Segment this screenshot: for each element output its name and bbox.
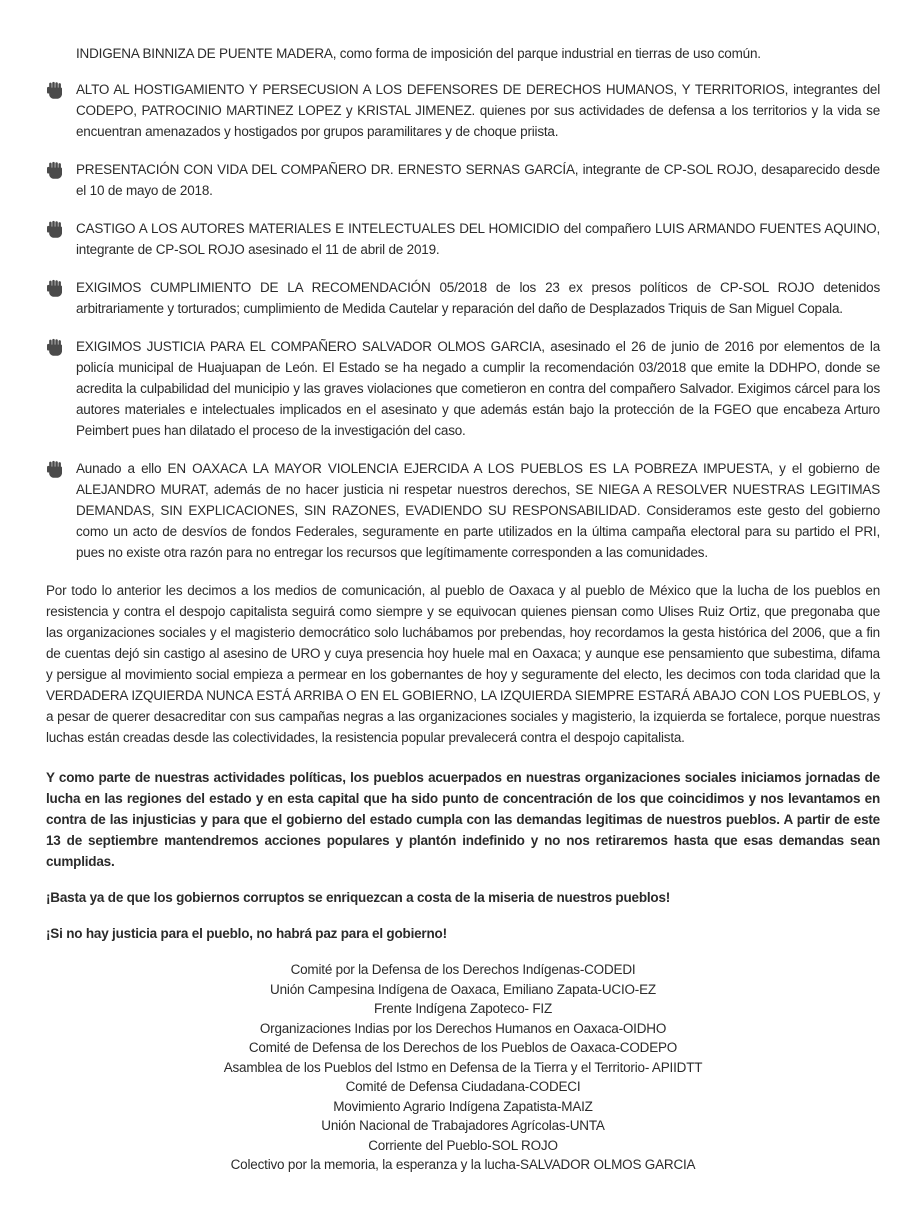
demand-text: CASTIGO A LOS AUTORES MATERIALES E INTELECTUALES DEL HOMICIDIO del compañero LUIS ARMANDO FUENTES AQUINO, integrante de CP-SOL ROJO asesinado el 11 de abril de 2019.	[76, 221, 880, 257]
slogan-justicia: ¡Si no hay justicia para el pueblo, no habrá paz para el gobierno!	[46, 926, 447, 941]
signatories-list	[46, 960, 880, 1175]
raised-fist-icon	[47, 220, 62, 239]
signatory-item: Movimiento Agrario Indígena Zapatista-MAIZ	[333, 1098, 593, 1114]
demand-item	[46, 218, 880, 260]
signatory-item: Unión Nacional de Trabajadores Agrícolas-UNTA	[321, 1118, 605, 1133]
raised-fist-icon	[47, 161, 62, 180]
slogan-basta: ¡Basta ya de que los gobiernos corruptos se enriquezcan a costa de la miseria de nuestros pueblos!	[46, 890, 671, 905]
signatory-item: Organizaciones Indias por los Derechos Humanos en Oaxaca-OIDHO	[259, 1020, 667, 1036]
demand-text: EXIGIMOS JUSTICIA PARA EL COMPAÑERO SALVADOR OLMOS GARCIA, asesinado el 26 de junio de 2016 por elementos de la policía municipal de Huajuapan de León. El Estado se ha negado a cumplir la recomendación 03/2018 que emite la DDHPO, donde se acredita la culpabilidad del municipio y las graves violaciones que cometieron en contra del compañero Salvador. Exigimos cárcel para los autores materiales e intelectuales implicados en el asesinato y que además están bajo la protección de la FGEO que encabeza Arturo Peimbert pues han dilatado el proceso de la investigación del caso.	[76, 339, 880, 438]
raised-fist-icon	[47, 81, 62, 100]
demand-text: ALTO AL HOSTIGAMIENTO Y PERSECUSION A LOS DEFENSORES DE DERECHOS HUMANOS, Y TERRITORIOS, integrantes del CODEPO, PATROCINIO MARTINEZ LOPEZ y KRISTAL JIMENEZ. quienes por sus actividades de defensa a los territorios y la vida se encuentran amenazados y hostigados por grupos paramilitares y de choque priista.	[76, 82, 880, 139]
raised-fist-icon	[47, 279, 62, 298]
demand-text: Aunado a ello EN OAXACA LA MAYOR VIOLENCIA EJERCIDA A LOS PUEBLOS ES LA POBREZA IMPUESTA, y el gobierno de ALEJANDRO MURAT, además de no hacer justicia ni respetar nuestros derechos, SE NIEGA A RESOLVER NUESTRAS LEGITIMAS DEMANDAS, SIN EXPLICACIONES, SIN RAZONES, EVADIENDO SU RESPONSABILIDAD. Consideramos este gesto del gobierno como un acto de desvíos de fondos Federales, seguramente en parte utilizados en la última campaña electoral para su partido el PRI, pues no existe otra razón para no entregar los recursos que legítimamente corresponden a las comunidades.	[76, 461, 880, 560]
closing-paragraph: Por todo lo anterior les decimos a los medios de comunicación, al pueblo de Oaxaca y al pueblo de México que la lucha de los pueblos en resistencia y contra el despojo capitalista seguirá como siempre y se equivocan quienes piensan como Ulises Ruiz Ortiz, que pregonaba que las organizaciones sociales y el magisterio democrático solo luchábamos por prebendas, hoy recordamos la gesta histórica del 2006, que a fin de cuentas dejó sin castigo al asesino de URO y cuya presencia hoy huele mal en Oaxaca; y aunque ese pensamiento que subestima, difama y persigue al movimiento social empieza a permear en los gobernantes de hoy y seguramente del electo, les decimos con toda claridad que la VERDADERA IZQUIERDA NUNCA ESTÁ ARRIBA O EN EL GOBIERNO, LA IZQUIERDA SIEMPRE ESTARÁ ABAJO CON LOS PUEBLOS, y a pesar de querer desacreditar con sus campañas negras a las organizaciones sociales y magisterio, la izquierda se fortalece, porque nuestras luchas están creadas desde las colectividades, la resistencia popular prevalecerá contra el despojo capitalista.	[46, 583, 880, 745]
demand-text: PRESENTACIÓN CON VIDA DEL COMPAÑERO DR. ERNESTO SERNAS GARCÍA, integrante de CP-SOL ROJO, desaparecido desde el 10 de mayo de 2018.	[76, 162, 880, 198]
demand-item	[46, 159, 880, 201]
demand-item	[46, 458, 880, 563]
signatory-item: Colectivo por la memoria, la esperanza y la lucha-SALVADOR OLMOS GARCIA	[230, 1157, 696, 1172]
demand-item	[46, 336, 880, 441]
actions-paragraph: Y como parte de nuestras actividades políticas, los pueblos acuerpados en nuestras organizaciones sociales iniciamos jornadas de lucha en las regiones del estado y en esta capital que ha sido punto de concentración de los que coincidimos y nos levantamos en contra de las injusticias y para que el gobierno del estado cumpla con las demandas legitimas de nuestros pueblos. A partir de este 13 de septiembre mantendremos acciones populares y plantón indefinido y no nos retiraremos hasta que esas demandas sean cumplidas.	[46, 770, 880, 869]
signatory-item: Comité de Defensa Ciudadana-CODECI	[345, 1079, 581, 1094]
signatory-item: Corriente del Pueblo-SOL ROJO	[368, 1137, 558, 1153]
signatory-item: Asamblea de los Pueblos del Istmo en Defensa de la Tierra y el Territorio- APIIDTT	[223, 1059, 703, 1075]
signatory-item: Comité de Defensa de los Derechos de los Pueblos de Oaxaca-CODEPO	[248, 1040, 678, 1055]
raised-fist-icon	[47, 338, 62, 357]
demand-item	[46, 79, 880, 142]
signatory-item: Unión Campesina Indígena de Oaxaca, Emiliano Zapata-UCIO-EZ	[270, 981, 656, 997]
intro-line: INDIGENA BINNIZA DE PUENTE MADERA, como forma de imposición del parque industrial en tierras de uso común.	[76, 46, 761, 61]
signatory-item: Comité por la Defensa de los Derechos Indígenas-CODEDI	[290, 962, 636, 977]
demand-list	[46, 79, 880, 563]
raised-fist-icon	[47, 460, 62, 479]
demand-text: EXIGIMOS CUMPLIMIENTO DE LA RECOMENDACIÓN 05/2018 de los 23 ex presos políticos de CP-SOL ROJO detenidos arbitrariamente y torturados; cumplimiento de Medida Cautelar y reparación del daño de Desplazados Triquis de San Miguel Copala.	[76, 280, 880, 316]
demand-item	[46, 277, 880, 319]
signatory-item: Frente Indígena Zapoteco- FIZ	[373, 1001, 553, 1016]
